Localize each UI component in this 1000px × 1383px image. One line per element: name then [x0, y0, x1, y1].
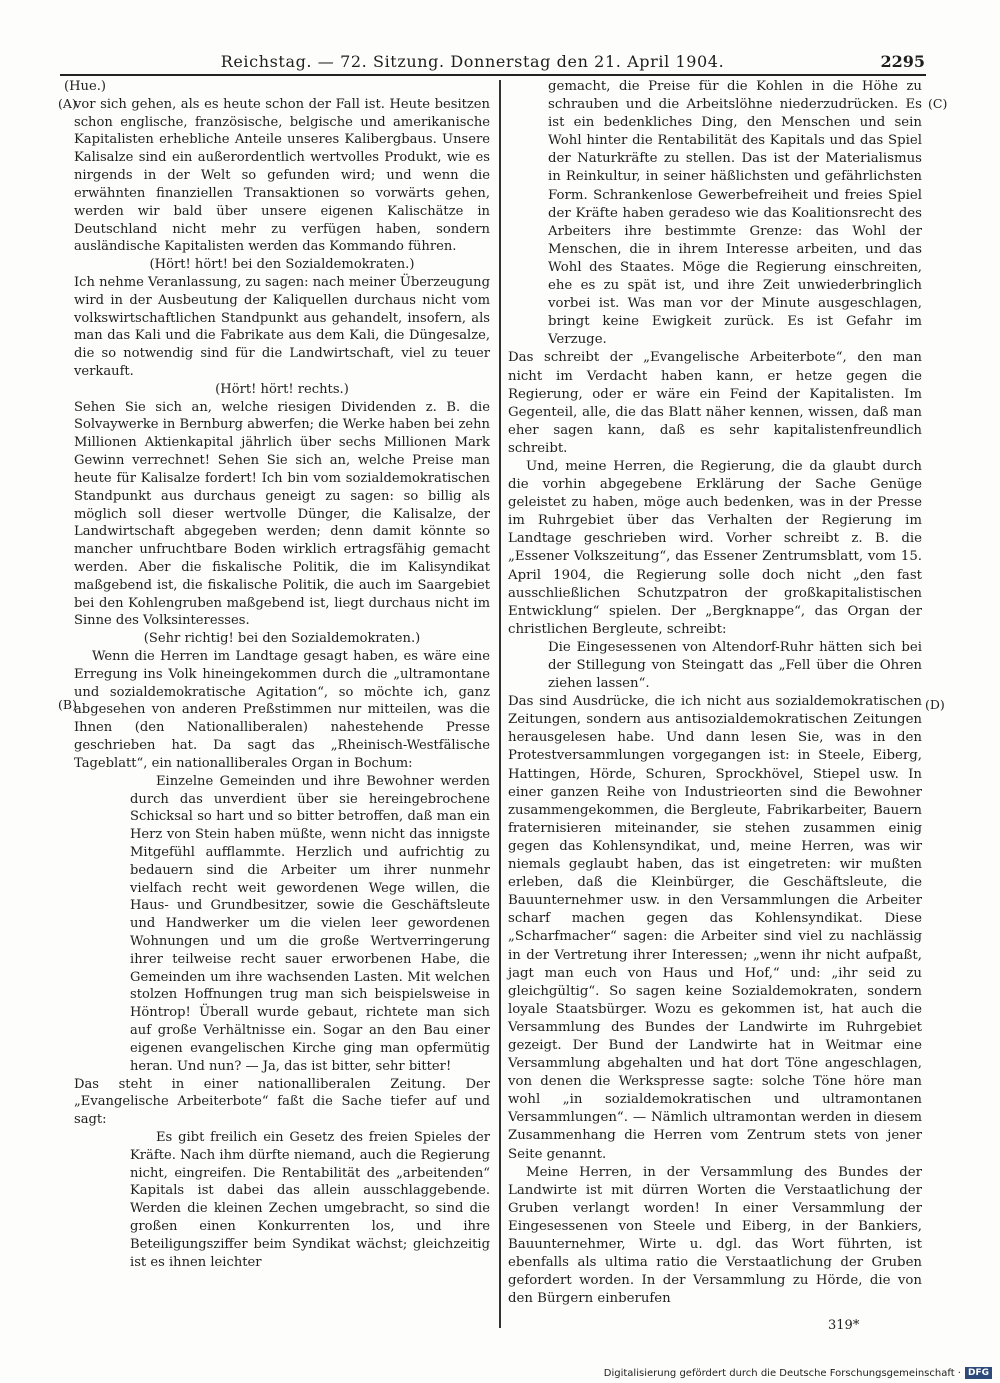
paragraph: Sehen Sie sich an, welche riesigen Dividenden z. B. die Solvaywerke in Bernburg abwerfen; die Werke haben bei zehn Millionen Aktienkapital jährlich über sechs Millionen Mark Gewinn verrechnet! Sehen Sie sich an, welche Preise man heute für Kalisalze fordert! Ich bin vom sozialdemokratischen Standpunkt aus durchaus geneigt zu sagen: so billig als möglich soll dieser wertvolle Dünger, die Kalisalze, der Landwirtschaft abgegeben werden; denn damit könnte so mancher unfruchtbare Boden wirklich ertragsfähig gemacht werden. Aber die fiskalische Politik, die im Kalisyndikat maßgebend ist, die fiskalische Politik, die auch im Saargebiet bei den Kohlengruben maßgebend ist, liegt durchaus nicht im Sinne des Volksinteresses.	[74, 399, 490, 629]
speaker-name: (Hue.)	[64, 79, 106, 94]
margin-marker-a: (A)	[58, 96, 77, 111]
page-header	[60, 52, 925, 72]
block-quote: Einzelne Gemeinden und ihre Bewohner werden durch das unverdient über sie hereingebrochene Schicksal so hart und so bitter betroffen, daß man ein Herz von Stein haben müßte, wenn nicht das innigste Mitgefühl aufflammte. Herzlich und aufrichtig zu bedauern sind die Arbeiter um ihrer nunmehr vielfach recht weit gewordenen Wege willen, die Haus- und Grundbesitzer, sowie die Geschäftsleute und Handwerker um die vielen leer gewordenen Wohnungen und um die große Wertverringerung ihrer teilweise recht sauer erworbenen Habe, die Gemeinden um ihre wachsenden Lasten. Mit welchen stolzen Hoffnungen trug man sich beispielsweise in Höntrop! Überall wurde gebaut, richtete man sich auf große Verhältnisse ein. Sogar an den Bau einer eigenen evangelischen Kirche ging man opfermütig heran. Und nun? — Ja, das ist bitter, sehr bitter!	[130, 773, 490, 1074]
paragraph: Und, meine Herren, die Regierung, die da glaubt durch die vorhin abgegebene Erklärung der Sache Genüge geleistet zu haben, möge auch bedenken, was in der Presse im Ruhrgebiet über das Verhalten der Regierung im Landtage geschrieben wird. Vorher schreibt z. B. die „Essener Volkszeitung“, das Essener Zentrumsblatt, vom 15. April 1904, die Regierung solle doch nicht „den fast ausschließlichen Schutzpatron der großkapitalistischen Entwicklung“ spielen. Der „Bergknappe“, das Organ der christlichen Bergleute, schreibt:	[508, 458, 922, 637]
left-column	[64, 78, 490, 1271]
header-rule	[60, 74, 926, 76]
paragraph: Das schreibt der „Evangelische Arbeiterbote“, den man nicht im Verdacht haben kann, er hetze gegen die Regierung, oder er wäre ein Feind der Kapitalisten. Im Gegenteil, alle, die das Blatt näher kennen, wissen, daß man eher sagen kann, daß es sehr kapitalistenfreundlich schreibt.	[508, 350, 922, 456]
interjection: (Sehr richtig! bei den Sozialdemokraten.)	[143, 631, 421, 647]
footer-credit	[604, 1367, 992, 1379]
margin-marker-d: (D)	[925, 697, 945, 712]
margin-marker-c: (C)	[928, 96, 948, 111]
footer-text: Digitalisierung gefördert durch die Deutsche Forschungsgemeinschaft ·	[603, 1367, 961, 1379]
dfg-logo-icon: DFG	[965, 1367, 992, 1379]
margin-marker-b: (B)	[58, 697, 77, 712]
interjection: (Hört! hört! bei den Sozialdemokraten.)	[149, 257, 415, 273]
column-divider	[499, 80, 501, 1328]
paragraph: Das sind Ausdrücke, die ich nicht aus sozialdemokratischen Zeitungen, sondern aus antisozialdemokratischen Zeitungen herausgelesen habe. Und dann lesen Sie, was in den Protestversammlungen vorgegangen ist: in Steele, Eiberg, Hattingen, Hörde, Schuren, Sprockhövel, Stiepel usw. In einer ganzen Reihe von Industrieorten sind die Bewohner zusammengekommen, die Bergleute, Fabrikarbeiter, Bauern fraternisieren miteinander, sie stehen zusammen einig gegen das Kohlensyndikat, und, meine Herren, was wir niemals geglaubt haben, das ist eingetreten: wir mußten erleben, daß die Kleinbürger, die Geschäftsleute, die Bauunternehmer usw. in den Versammlungen die Arbeiter scharf machen gegen das Kohlensyndikat. Diese „Scharfmacher“ sagen: die Arbeiter sind viel zu nachlässig in der Vertretung ihrer Interessen; „wenn ihr nicht aufpaßt, jagt man euch von Haus und Hof,“ und: „ihr seid zu gleichgültig“. So sagen keine Sozialdemokraten, sondern loyale Staatsbürger. Wozu es gekommen ist, hat auch die Versammlung des Bundes der Landwirte im Ruhrgebiet gezeigt. Der Bund der Landwirte hat in Weitmar eine Versammlung abgehalten und hat dort Töne angeschlagen, von denen die Werkspresse sagte: solche Töne höre man wohl „in sozialdemokratischen und ultramontanen Versammlungen“. — Nämlich ultramontan werden in diesem Zusammenhang die Herren vom Zentrum stets von jener Seite genannt.	[508, 694, 922, 1162]
paragraph: Meine Herren, in der Versammlung des Bundes der Landwirte ist mit dürren Worten die Verstaatlichung der Gruben verlangt worden! In einer Versammlung der Eingesessenen von Steele und Eiberg, in der Bankiers, Bauunternehmer, Wirte u. dgl. das Wort führten, ist ebenfalls als ultima ratio die Verstaatlichung der Gruben gefordert worden. In der Versammlung zu Hörde, die von den Bürgern einberufen	[508, 1164, 922, 1307]
page-number: 2295	[880, 52, 925, 71]
block-quote: Die Eingesessenen von Altendorf-Ruhr hätten sich bei der Stillegung von Steingatt das „Fell über die Ohren ziehen lassen“.	[548, 639, 922, 692]
block-quote: gemacht, die Preise für die Kohlen in die Höhe zu schrauben und die Arbeitslöhne niederzudrücken. Es ist ein bedenkliches Ding, den Menschen und sein Wohl hinter die Rentabilität des Kapitals und das Spiel der Naturkräfte zu stellen. Das ist der Materialismus in Reinkultur, in seiner häßlichsten und gefährlichsten Form. Schrankenlose Gewerbefreiheit und freies Spiel der Kräfte haben geradeso wie das Koalitionsrecht des Arbeiters ihre bestimmte Grenze: das Wohl der Menschen, die in ihrem Interesse arbeiten, und das Wohl des Staates. Möge die Regierung einschreiten, ehe es zu spät ist, und ihre Zeit unwiederbringlich vorbei ist. Was man vor der Minute ausgeschlagen, bringt keine Ewigkeit zurück. Es ist Gefahr im Verzuge.	[548, 79, 922, 348]
interjection: (Hört! hört! rechts.)	[215, 381, 349, 397]
block-quote: Es gibt freilich ein Gesetz des freien Spieles der Kräfte. Nach ihm dürfte niemand, auch die Regierung nicht, eingreifen. Die Rentabilität des „arbeitenden“ Kapitals ist dabei das allein ausschlaggebende. Werden die kleinen Zechen umgebracht, so sind die großen einen Konkurrenten los, und ihre Beteiligungsziffer beim Syndikat wächst; gleichzeitig ist es ihnen leichter	[130, 1129, 490, 1270]
right-column	[508, 78, 922, 1308]
paragraph: Ich nehme Veranlassung, zu sagen: nach meiner Überzeugung wird in der Ausbeutung der Kaliquellen durchaus nicht vom volkswirtschaftlichen Standpunkt aus gehandelt, insofern, als man das Kali und die Fabrikate aus dem Kali, die Düngesalze, die so notwendig sind für die Landwirtschaft, viel zu teuer verkauft.	[74, 274, 490, 379]
paragraph: Das steht in einer nationalliberalen Zeitung. Der „Evangelische Arbeiterbote“ faßt die Sache tiefer auf und sagt:	[74, 1076, 490, 1128]
signature-mark: 319*	[828, 1318, 860, 1333]
header-title: Reichstag. — 72. Sitzung. Donnerstag den 21. April 1904.	[220, 52, 725, 71]
paragraph: Wenn die Herren im Landtage gesagt haben, es wäre eine Erregung ins Volk hineingekommen durch die „ultramontane und sozialdemokratische Agitation“, so möchte ich, ganz abgesehen von anderen Preßstimmen nur mitteilen, was die Ihnen (den Nationalliberalen) nahestehende Presse geschrieben hat. Da sagt das „Rheinisch-Westfälische Tageblatt“, ein nationalliberales Organ in Bochum:	[74, 649, 490, 771]
paragraph: vor sich gehen, als es heute schon der Fall ist. Heute besitzen schon englische, französische, belgische und amerikanische Kapitalisten erhebliche Anteile unseres Kalibergbaus. Unsere Kalisalze sind ein außerordentlich wertvolles Produkt, wie es nirgends in der Welt so gefunden wird; und wenn die erwähnten finanziellen Transaktionen so vorwärts gehen, werden wir bald über unsere eigenen Kalischätze in Deutschland nicht mehr zu verfügen haben, sondern ausländische Kapitalisten werden das Kommando führen.	[74, 96, 490, 255]
